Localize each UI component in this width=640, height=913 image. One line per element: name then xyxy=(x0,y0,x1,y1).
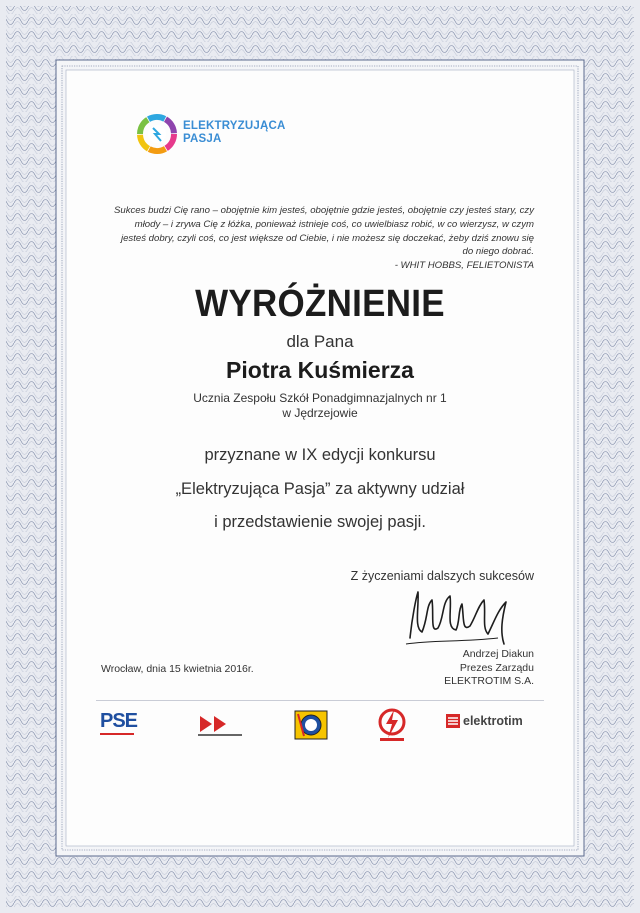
place-and-date: Wrocław, dnia 15 kwietnia 2016r. xyxy=(101,663,254,675)
body-line-1: przyznane w IX edycji konkursu xyxy=(204,446,436,464)
handwritten-signature xyxy=(402,588,522,648)
body-line-3: i przedstawienie swojej pasji. xyxy=(214,513,426,531)
wishes-text: Z życzeniami dalszych sukcesów xyxy=(350,569,534,583)
pse-logo-underline xyxy=(100,733,134,735)
elektrotim-logo-text: elektrotim xyxy=(463,714,523,728)
udt-logo xyxy=(196,712,244,740)
school-info xyxy=(0,391,640,421)
logo-wordmark xyxy=(183,120,285,146)
signer-role: Prezes Zarządu xyxy=(459,661,534,674)
for-label: dla Pana xyxy=(286,332,354,351)
certificate-title: WYRÓŻNIENIE xyxy=(195,283,445,325)
sep-bolt-logo xyxy=(376,708,408,742)
sep-emblem-logo xyxy=(294,710,328,740)
quote-text: Sukces budzi Cię rano – obojętnie kim jesteś, obojętnie gdzie jesteś, obojętnie czy jesteś stary, czy młody – i zrywa Cię z łóżka, ponieważ istnieje coś, co uwielbiasz robić, w co wierzysz, w czym jesteś dobry, czyli coś, co jest większe od Ciebie, i nie możesz się doczekać, żeby dziś znowu się do niego dobrać. xyxy=(113,205,534,258)
pse-logo-text: PSE xyxy=(100,710,138,732)
logo-line-1: ELEKTRYZUJĄCA xyxy=(183,120,286,132)
divider xyxy=(96,700,544,701)
school-line-1: Ucznia Zespołu Szkół Ponadgimnazjalnych nr 1 xyxy=(193,391,447,405)
logo-line-2: PASJA xyxy=(183,133,222,145)
signer-company: ELEKTROTIM S.A. xyxy=(444,675,534,687)
elektryzujaca-pasja-logo xyxy=(136,113,178,155)
quote-author: - WHIT HOBBS, FELIETONISTA xyxy=(394,260,534,272)
signer-block xyxy=(444,648,534,689)
school-line-2: w Jędrzejowie xyxy=(282,406,358,420)
elektrotim-mark-icon xyxy=(446,714,460,728)
pse-logo xyxy=(100,710,137,733)
recipient-name: Piotra Kuśmierza xyxy=(226,357,414,383)
motto-quote xyxy=(108,204,534,273)
body-line-2: „Elektryzująca Pasja” za aktywny udział xyxy=(175,480,465,498)
signer-name: Andrzej Diakun xyxy=(462,648,534,660)
